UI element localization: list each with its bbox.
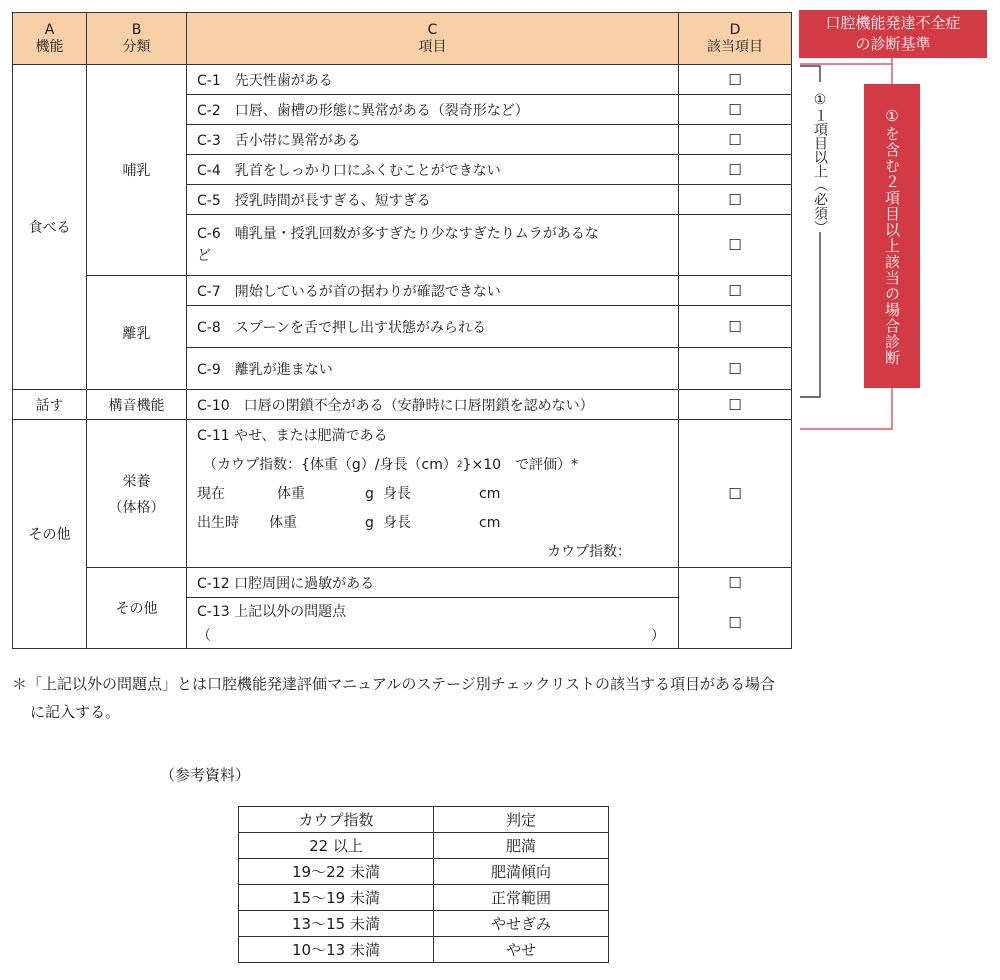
category-other: その他 <box>87 568 187 649</box>
kaup-judgement: やせ <box>434 937 609 963</box>
table-row <box>239 937 609 963</box>
checkbox-c10[interactable]: ☐ <box>679 390 792 420</box>
header-c-label: 項目 <box>418 38 447 55</box>
item-c11-birth-g: g <box>365 515 374 531</box>
item-c11-formula-end: }×10 で評価）* <box>462 457 579 473</box>
checkbox-c3[interactable]: ☐ <box>679 125 792 155</box>
item-c11-formula-text: （カウプ指数：{体重（g）/身長（cm） <box>203 457 457 473</box>
item-c13 <box>187 598 679 649</box>
oral-function-checklist-table <box>12 12 792 649</box>
checkbox-c8[interactable]: ☐ <box>679 306 792 348</box>
item-c7: C-7 開始しているが首の据わりが確認できない <box>187 276 679 306</box>
item-c11-now-g: g <box>365 486 374 502</box>
table-row <box>13 568 792 598</box>
kaup-range: 15～19 未満 <box>239 885 434 911</box>
checkbox-c2[interactable]: ☐ <box>679 95 792 125</box>
kaup-judgement: 正常範囲 <box>434 885 609 911</box>
category-nutrition-line1: 栄養 <box>122 473 151 490</box>
checkbox-c13[interactable]: ☐ <box>679 598 792 649</box>
table-header-row <box>13 13 792 65</box>
header-c-letter: C <box>427 21 438 38</box>
checkbox-c7[interactable]: ☐ <box>679 276 792 306</box>
item-c10: C-10 口唇の閉鎖不全がある（安静時に口唇閉鎖を認めない） <box>187 390 679 420</box>
checkbox-c5[interactable]: ☐ <box>679 185 792 215</box>
item-c11-kaup-row <box>197 538 678 567</box>
item-c13-content <box>187 598 678 648</box>
category-weaning: 離乳 <box>87 276 187 390</box>
footnote-line1: ＊「上記以外の問題点」とは口腔機能発達評価マニュアルのステージ別チェックリストの該当する項目がある場合 <box>12 675 776 693</box>
header-a <box>13 13 87 65</box>
item-c6-line1: C-6 哺乳量・授乳回数が多すぎたり少なすぎたりムラがあるな <box>197 226 599 242</box>
reference-title: （参考資料） <box>160 766 251 784</box>
item-c11 <box>187 420 679 568</box>
item-c11-now-cm: cm <box>479 486 501 502</box>
header-d <box>679 13 792 65</box>
checkbox-c12[interactable]: ☐ <box>679 568 792 598</box>
kaup-judgement: 肥満傾向 <box>434 859 609 885</box>
header-c <box>187 13 679 65</box>
kaup-range: 10～13 未満 <box>239 937 434 963</box>
bracket-diagnosis-line-bottom <box>800 388 892 429</box>
item-c11-formula-sup: 2 <box>456 460 463 470</box>
item-c11-birth-weight: 体重 <box>269 515 297 531</box>
item-c5: C-5 授乳時間が長すぎる、短すぎる <box>187 185 679 215</box>
header-d-letter: D <box>729 21 741 38</box>
function-speak: 話す <box>13 390 87 420</box>
footnote-line2: に記入する。 <box>30 703 121 721</box>
item-c8: C-8 スプーンを舌で押し出す状態がみられる <box>187 306 679 348</box>
checkbox-c1[interactable]: ☐ <box>679 65 792 95</box>
kaup-header-row <box>239 807 609 833</box>
diagnosis-criteria-title-line1: 口腔機能発達不全症 <box>825 14 961 32</box>
criteria-required-note: ①１項目以上（必須） <box>805 82 835 232</box>
header-a-label: 機能 <box>35 38 64 55</box>
header-a-letter: A <box>44 21 55 38</box>
item-c3: C-3 舌小帯に異常がある <box>187 125 679 155</box>
checkbox-c11[interactable]: ☐ <box>679 420 792 568</box>
table-row <box>239 859 609 885</box>
item-c11-title: C-11 やせ、または肥満である <box>197 428 388 444</box>
table-row <box>13 65 792 95</box>
kaup-header-index: カウプ指数 <box>239 807 434 833</box>
item-c6 <box>187 215 679 276</box>
kaup-header-judgement: 判定 <box>434 807 609 833</box>
item-c11-formula <box>197 451 678 480</box>
category-nutrition <box>87 420 187 568</box>
item-c13-open: （ <box>197 628 211 644</box>
item-c11-now-label: 現在 <box>197 486 225 502</box>
category-nursing: 哺乳 <box>87 65 187 276</box>
kaup-judgement: 肥満 <box>434 833 609 859</box>
diagnosis-criteria-title-line2: の診断基準 <box>855 35 931 53</box>
header-b <box>87 13 187 65</box>
item-c13-title: C-13 上記以外の問題点 <box>197 604 347 620</box>
kaup-judgement: やせぎみ <box>434 911 609 937</box>
function-other: その他 <box>13 420 87 649</box>
item-c2: C-2 口唇、歯槽の形態に異常がある（裂奇形など） <box>187 95 679 125</box>
bracket-diagnosis-line <box>800 64 892 84</box>
table-row <box>239 911 609 937</box>
footnote <box>12 670 972 726</box>
category-articulation: 構音機能 <box>87 390 187 420</box>
header-d-label: 該当項目 <box>707 38 763 55</box>
table-row <box>13 420 792 568</box>
category-nutrition-line2: （体格） <box>108 499 165 516</box>
diagnosis-criteria-title <box>799 10 987 58</box>
kaup-range: 19～22 未満 <box>239 859 434 885</box>
item-c11-content <box>187 420 678 567</box>
criteria-diagnosis-note: ①を含む２項目以上該当の場合診断 <box>864 84 920 388</box>
item-c12: C-12 口腔周囲に過敏がある <box>187 568 679 598</box>
item-c11-birth-row <box>197 509 678 538</box>
item-c11-kaup-label: カウプ指数： <box>547 544 631 560</box>
header-b-letter: B <box>131 21 142 38</box>
item-c11-now-row <box>197 480 678 509</box>
table-row <box>13 390 792 420</box>
item-c11-birth-height: 身長 <box>383 515 411 531</box>
checkbox-c9[interactable]: ☐ <box>679 348 792 390</box>
function-eat: 食べる <box>13 65 87 390</box>
table-row <box>13 276 792 306</box>
item-c6-line2: ど <box>197 248 211 264</box>
item-c13-paren-row <box>197 624 678 648</box>
item-c9: C-9 離乳が進まない <box>187 348 679 390</box>
header-b-label: 分類 <box>122 38 151 55</box>
kaup-range: 13～15 未満 <box>239 911 434 937</box>
checkbox-c4[interactable]: ☐ <box>679 155 792 185</box>
checkbox-c6[interactable]: ☐ <box>679 215 792 276</box>
kaup-range: 22 以上 <box>239 833 434 859</box>
table-row <box>239 833 609 859</box>
item-c1: C-1 先天性歯がある <box>187 65 679 95</box>
item-c13-close: ） <box>651 628 665 644</box>
item-c11-birth-cm: cm <box>479 515 501 531</box>
item-c4: C-4 乳首をしっかり口にふくむことができない <box>187 155 679 185</box>
item-c11-birth-label: 出生時 <box>197 515 239 531</box>
item-c11-now-height: 身長 <box>383 486 411 502</box>
table-row <box>239 885 609 911</box>
item-c11-now-weight: 体重 <box>277 486 305 502</box>
kaup-index-table <box>238 806 609 963</box>
